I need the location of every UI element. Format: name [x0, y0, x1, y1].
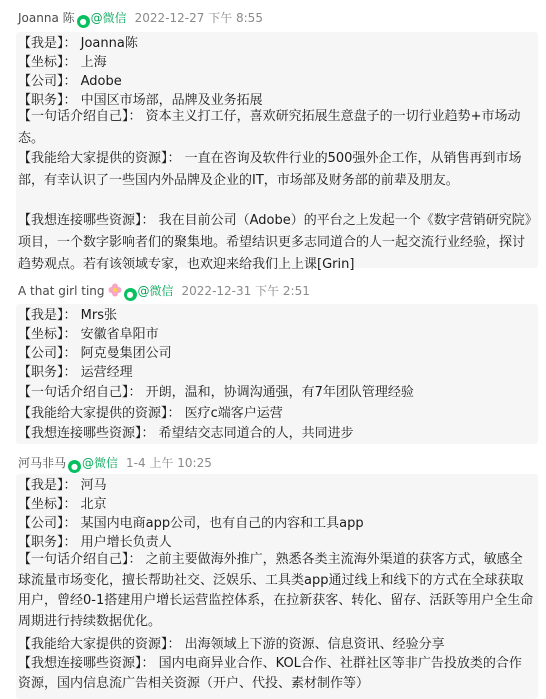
author-name[interactable]: Joanna 陈	[18, 11, 75, 25]
line-me: 【我是】： Joanna陈	[18, 36, 138, 51]
source-label: @微信	[90, 11, 127, 25]
line-location: 【坐标】： 安徽省阜阳市	[18, 327, 159, 342]
line-offer: 【我能给大家提供的资源】： 医疗c端客户运营	[18, 406, 283, 421]
line-want: 【我想连接哪些资源】： 希望结交志同道合的人，共同进步	[18, 426, 354, 441]
post-header	[18, 9, 263, 27]
line-intro: 【一句话介绍自己】： 资本主义打工仔，喜欢研究拓展生意盘子的一切行业趋势+市场动态。	[18, 109, 521, 146]
author-name[interactable]: 河马非马	[18, 456, 67, 470]
post-time: 2022-12-31 下午 2:51	[181, 284, 310, 298]
line-intro: 【一句话介绍自己】： 开朗，温和，协调沟通强，有7年团队管理经验	[18, 385, 414, 400]
line-offer: 【我能给大家提供的资源】： 出海领域上下游的资源、信息资讯、经验分享	[18, 637, 445, 652]
line-company: 【公司】： Adobe	[18, 74, 122, 89]
line-company: 【公司】： 某国内电商app公司，也有自己的内容和工具app	[18, 516, 364, 531]
flower-emoji-icon	[108, 283, 122, 297]
post-time: 2022-12-27 下午 8:55	[134, 11, 263, 25]
line-role: 【职务】： 中国区市场部，品牌及业务拓展	[18, 93, 263, 108]
line-role: 【职务】： 运营经理	[18, 365, 133, 380]
post-header	[18, 282, 310, 300]
line-location: 【坐标】： 北京	[18, 497, 107, 512]
author-name[interactable]: A that girl ting	[18, 284, 105, 298]
line-role: 【职务】： 用户增长负责人	[18, 535, 172, 550]
line-company: 【公司】： 阿克曼集团公司	[18, 346, 172, 361]
line-want: 【我想连接哪些资源】： 我在目前公司（Adobe）的平台之上发起一个《数字营销研究院》项目，一个数字影响者们的聚集地。希望结识更多志同道合的人一起交流行业经验，探讨趋势观点。若有该领域专家，也欢迎来给我们上上课[Grin]	[18, 213, 532, 272]
line-me: 【我是】： 河马	[18, 478, 107, 493]
wechat-icon: ●	[77, 15, 90, 28]
source-label: @微信	[82, 456, 119, 470]
post-body	[16, 474, 538, 699]
wechat-icon: ●	[124, 288, 137, 301]
source-label: @微信	[137, 284, 174, 298]
line-offer: 【我能给大家提供的资源】： 一直在咨询及软件行业的500强外企工作，从销售再到市场部，有幸认识了一些国内外品牌及企业的IT，市场部及财务部的前辈及朋友。	[18, 151, 522, 188]
line-location: 【坐标】： 上海	[18, 55, 107, 70]
post-body	[16, 32, 538, 272]
post-header	[18, 454, 212, 472]
line-want: 【我想连接哪些资源】： 国内电商异业合作、KOL合作、社群社区等非广告投放类的合作资源，国内信息流广告相关资源（开户、代投、素材制作等）	[18, 656, 522, 691]
wechat-icon: ●	[68, 460, 81, 473]
post-body	[16, 304, 538, 444]
post-time: 1-4 上午 10:25	[126, 456, 212, 470]
line-intro: 【一句话介绍自己】： 之前主要做海外推广，熟悉各类主流海外渠道的获客方式，敏感全球流量市场变化，擅长帮助社交、泛娱乐、工具类app通过线上和线下的方式在全球获取用户，曾经0-1搭建用户增长运营监控体系，在拉新获客、转化、留存、活跃等用户全生命周期进行持续数据优化。	[18, 552, 534, 629]
line-me: 【我是】： Mrs张	[18, 308, 117, 323]
